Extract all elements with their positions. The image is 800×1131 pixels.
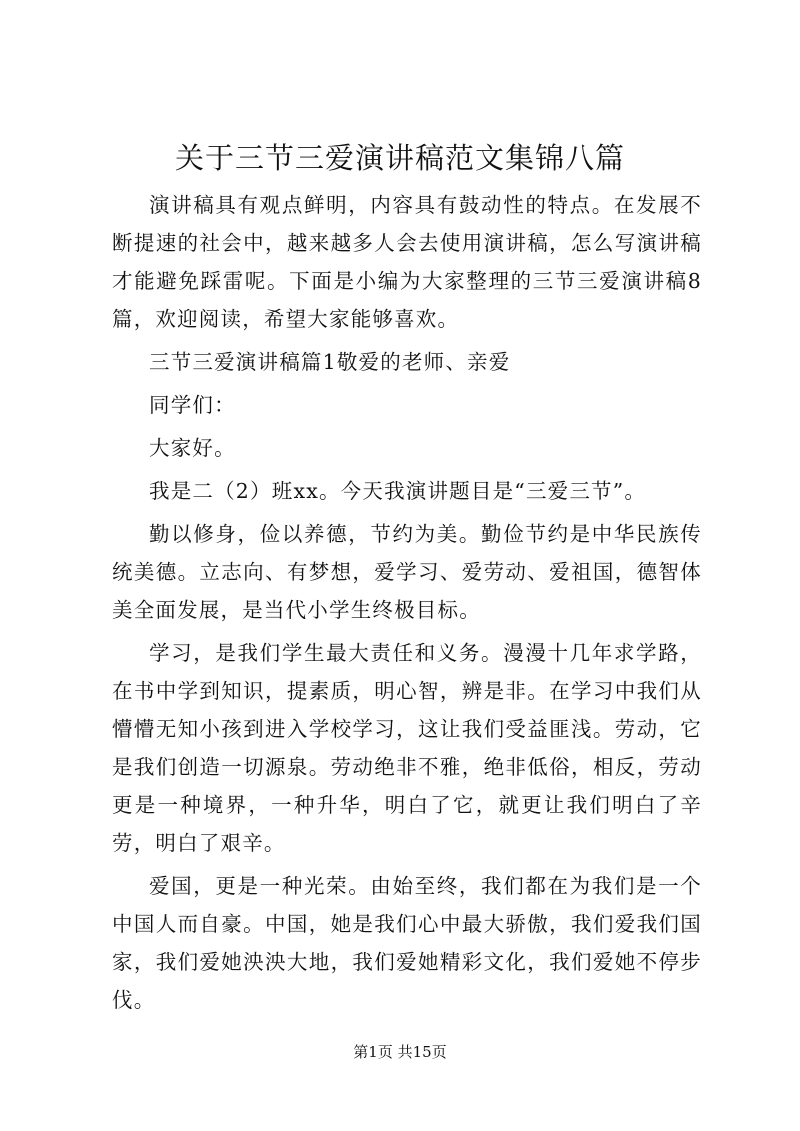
paragraph-self-intro: 我是二（2）班xx。今天我演讲题目是“三爱三节”。 bbox=[149, 479, 647, 503]
document-title: 关于三节三爱演讲稿范文集锦八篇 bbox=[174, 141, 625, 175]
paragraph-greeting: 大家好。 bbox=[149, 436, 236, 460]
paragraph-intro: 演讲稿具有观点鲜明，内容具有鼓动性的特点。在发展不断提速的社会中，越来越多人会去使用演讲稿，怎么写演讲稿才能避免踩雷呢。下面是小编为大家整理的三节三爱演讲稿8篇，欢迎阅读，希望大家能够喜欢。 bbox=[112, 193, 702, 331]
paragraph-patriotism: 爱国，更是一种光荣。由始至终，我们都在为我们是一个中国人而自豪。中国，她是我们心中最大骄傲，我们爱我们国家，我们爱她泱泱大地，我们爱她精彩文化，我们爱她不停步伐。 bbox=[112, 874, 702, 1012]
paragraph-learning-labor: 学习，是我们学生最大责任和义务。漫漫十几年求学路，在书中学到知识，提素质，明心智，辨是非。在学习中我们从懵懵无知小孩到进入学校学习，这让我们受益匪浅。劳动，它是我们创造一切源泉。劳动绝非不雅，绝非低俗，相反，劳动更是一种境界，一种升华，明白了它，就更让我们明白了辛劳，明白了艰辛。 bbox=[112, 641, 702, 855]
paragraph-speech-heading: 三节三爱演讲稿篇1敬爱的老师、亲爱 bbox=[149, 350, 511, 374]
document-body bbox=[112, 186, 702, 1019]
paragraph-salutation: 同学们： bbox=[149, 393, 236, 417]
page-number-footer: 第1页 共15页 bbox=[353, 1043, 447, 1061]
paragraph-virtue: 勤以修身，俭以养德，节约为美。勤俭节约是中华民族传统美德。立志向、有梦想，爱学习、爱劳动、爱祖国，德智体美全面发展，是当代小学生终极目标。 bbox=[112, 522, 702, 622]
